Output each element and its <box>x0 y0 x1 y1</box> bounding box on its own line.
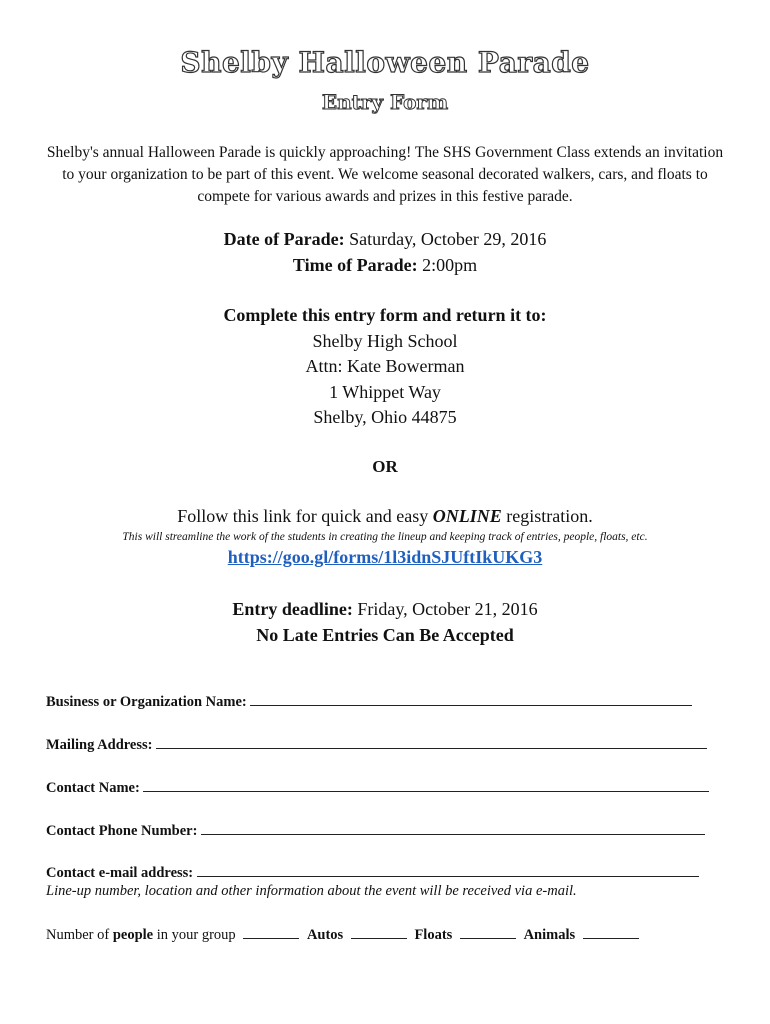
animals-count-line[interactable] <box>583 927 639 939</box>
contact-phone-line[interactable] <box>201 821 705 835</box>
contact-email-line[interactable] <box>197 863 699 877</box>
deadline-info <box>0 597 770 648</box>
floats-count-line[interactable] <box>460 927 516 939</box>
return-line-2: Attn: Kate Bowerman <box>305 356 465 376</box>
return-line-1: Shelby High School <box>312 330 458 351</box>
mailing-address-line[interactable] <box>156 735 707 749</box>
registration-link[interactable]: https://goo.gl/forms/1l3idnSJUftIkUKG3 <box>227 547 543 567</box>
parade-date-value: Saturday, October 29, 2016 <box>344 229 547 249</box>
parade-time-value: 2:00pm <box>417 254 478 275</box>
contact-phone-label: Contact Phone Number: <box>46 823 198 839</box>
online-suffix: registration. <box>501 506 593 526</box>
online-prefix: Follow this link for quick and easy <box>177 506 433 526</box>
counts-mid: in your group <box>153 927 236 943</box>
people-count-line[interactable] <box>243 927 299 939</box>
online-line <box>0 504 770 530</box>
page-title: Shelby Halloween Parade <box>180 46 590 79</box>
mailing-address-label: Mailing Address: <box>46 737 153 753</box>
counts-prefix: Number of <box>46 927 113 943</box>
return-address <box>0 303 770 431</box>
return-line-4: Shelby, Ohio 44875 <box>313 407 457 427</box>
mailing-address-field[interactable] <box>46 735 724 754</box>
contact-email-label: Contact e-mail address: <box>46 865 194 881</box>
deadline-label: Entry deadline: <box>232 599 353 619</box>
contact-name-line[interactable] <box>143 778 709 792</box>
org-name-field[interactable] <box>46 692 724 711</box>
floats-label: Floats <box>414 927 453 943</box>
contact-name-label: Contact Name: <box>46 780 140 796</box>
parade-time-label: Time of Parade: <box>292 254 418 275</box>
parade-date <box>0 227 770 253</box>
parade-time <box>0 253 770 279</box>
online-emphasis: ONLINE <box>432 506 502 526</box>
org-name-label: Business or Organization Name: <box>46 694 247 710</box>
return-heading: Complete this entry form and return it to: <box>223 305 547 325</box>
contact-phone-field[interactable] <box>46 821 724 840</box>
animals-label: Animals <box>523 927 576 943</box>
counts-people: people <box>112 927 154 943</box>
org-name-line[interactable] <box>250 692 692 706</box>
page-subtitle: Entry Form <box>321 90 449 114</box>
online-note: This will streamline the work of the students in creating the lineup and keeping track of entries, people, floats, etc. <box>122 531 648 543</box>
or-separator: OR <box>372 457 398 476</box>
intro-paragraph: Shelby's annual Halloween Parade is quickly approaching! The SHS Government Class extends an invitation to your organization to be part of this event. We welcome seasonal decorated walkers, cars, and floats to compete for various awards and prizes in this festive parade. <box>46 144 724 205</box>
parade-info <box>0 227 770 278</box>
return-line-3: 1 Whippet Way <box>329 381 441 402</box>
deadline-value: Friday, October 21, 2016 <box>352 599 538 619</box>
email-note: Line-up number, location and other information about the event will be received via e-mail. <box>46 883 577 899</box>
late-notice: No Late Entries Can Be Accepted <box>256 624 514 645</box>
autos-label: Autos <box>306 927 344 943</box>
autos-count-line[interactable] <box>351 927 407 939</box>
parade-date-label: Date of Parade: <box>223 229 345 249</box>
group-counts <box>46 927 643 944</box>
contact-email-field[interactable] <box>46 863 724 882</box>
contact-name-field[interactable] <box>46 778 724 797</box>
